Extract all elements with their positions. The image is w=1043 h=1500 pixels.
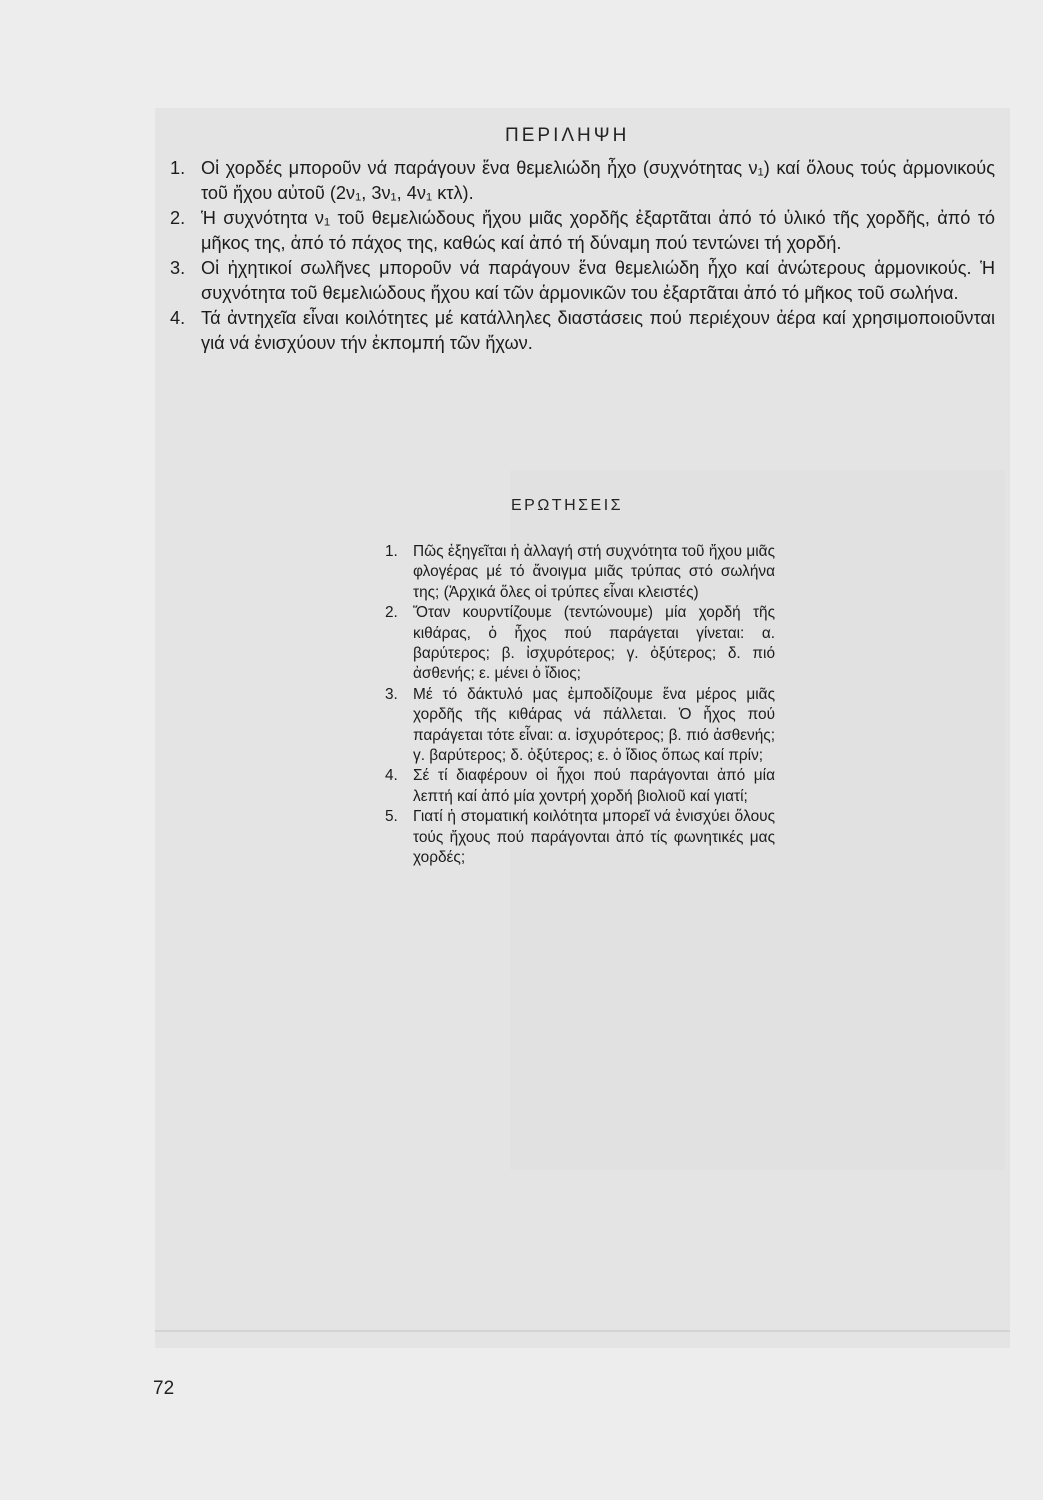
summary-item-number: 3. bbox=[170, 258, 186, 278]
question-number: 4. bbox=[385, 767, 398, 785]
summary-list bbox=[170, 156, 995, 356]
question-number: 5. bbox=[385, 808, 398, 826]
summary-heading: ΠΕΡΙΛΗΨΗ bbox=[505, 125, 630, 146]
question-number: 3. bbox=[385, 685, 398, 703]
summary-item-text: Ἡ συχνότητα ν₁ τοῦ θεμελιώδους ἤχου μιᾶς χορδῆς ἐξαρτᾶται ἀπό τό ὑλικό τῆς χορδῆς, ἀπό τό μῆκος της, ἀπό τό πάχος της, καθώς καί ἀπό τή δύναμη πού τεντώνει τή χορδή. bbox=[201, 208, 995, 253]
reverse-side-rule bbox=[155, 1330, 1010, 1332]
summary-item-number: 2. bbox=[170, 208, 186, 228]
question-text: Σέ τί διαφέρουν οἱ ἦχοι πού παράγονται ἀπό μία λεπτή καί ἀπό μία χοντρή χορδή βιολιοῦ καί γιατί; bbox=[413, 767, 775, 805]
question-item bbox=[385, 685, 775, 767]
summary-item-text: Οἱ χορδές μποροῦν νά παράγουν ἕνα θεμελιώδη ἦχο (συχνότητας ν₁) καί ὅλους τούς ἁρμονικούς τοῦ ἤχου αὐτοῦ (2ν₁, 3ν₁, 4ν₁ κτλ). bbox=[201, 158, 995, 203]
question-item bbox=[385, 807, 775, 868]
summary-item bbox=[170, 156, 995, 206]
question-item bbox=[385, 603, 775, 685]
question-item bbox=[385, 542, 775, 603]
question-text: Μέ τό δάκτυλό μας ἐμποδίζουμε ἕνα μέρος μιᾶς χορδῆς τῆς κιθάρας νά πάλλεται. Ὁ ἦχος πού παράγεται τότε εἶναι: α. ἰσχυρότερος; β. πιό ἀσθενής; γ. βαρύτερος; δ. ὀξύτερος; ε. ὁ ἴδιος ὅπως καί πρίν; bbox=[413, 685, 775, 765]
summary-item bbox=[170, 306, 995, 356]
question-number: 1. bbox=[385, 543, 398, 560]
summary-item bbox=[170, 256, 995, 306]
summary-item-number: 1. bbox=[170, 158, 186, 178]
questions-heading: ΕΡΩΤΗΣΕΙΣ bbox=[511, 497, 624, 514]
question-item bbox=[385, 766, 775, 807]
summary-item-text: Οἱ ἠχητικοί σωλῆνες μποροῦν νά παράγουν ἕνα θεμελιώδη ἦχο καί ἀνώτερους ἁρμονικούς. Ἡ συχνότητα τοῦ θεμελιώδους ἤχου καί τῶν ἁρμονικῶν του ἐξαρτᾶται ἀπό τό μῆκος τοῦ σωλήνα. bbox=[201, 258, 995, 303]
questions-list bbox=[385, 542, 775, 869]
question-number: 2. bbox=[385, 604, 398, 622]
summary-item bbox=[170, 206, 995, 256]
summary-item-number: 4. bbox=[170, 308, 186, 328]
question-text: Γιατί ἡ στοματική κοιλότητα μπορεῖ νά ἐνισχύει ὅλους τούς ἤχους πού παράγονται ἀπό τίς φωνητικές μας χορδές; bbox=[413, 808, 775, 867]
page-number: 72 bbox=[153, 1378, 175, 1399]
question-text: Πῶς ἐξηγεῖται ἡ ἀλλαγή στή συχνότητα τοῦ ἤχου μιᾶς φλογέρας μέ τό ἄνοιγμα μιᾶς τρύπας στό σωλήνα της; (Ἀρχικά ὅλες οἱ τρύπες εἶναι κλειστές) bbox=[413, 543, 775, 601]
summary-item-text: Τά ἀντηχεῖα εἶναι κοιλότητες μέ κατάλληλες διαστάσεις πού περιέχουν ἀέρα καί χρησιμοποιοῦνται γιά νά ἐνισχύουν τήν ἐκπομπή τῶν ἤχων. bbox=[201, 308, 995, 353]
question-text: Ὅταν κουρντίζουμε (τεντώνουμε) μία χορδή τῆς κιθάρας, ὁ ἦχος πού παράγεται γίνεται: α. βαρύτερος; β. ἰσχυρότερος; γ. ὀξύτερος; δ. πιό ἀσθενής; ε. μένει ὁ ἴδιος; bbox=[413, 604, 775, 683]
